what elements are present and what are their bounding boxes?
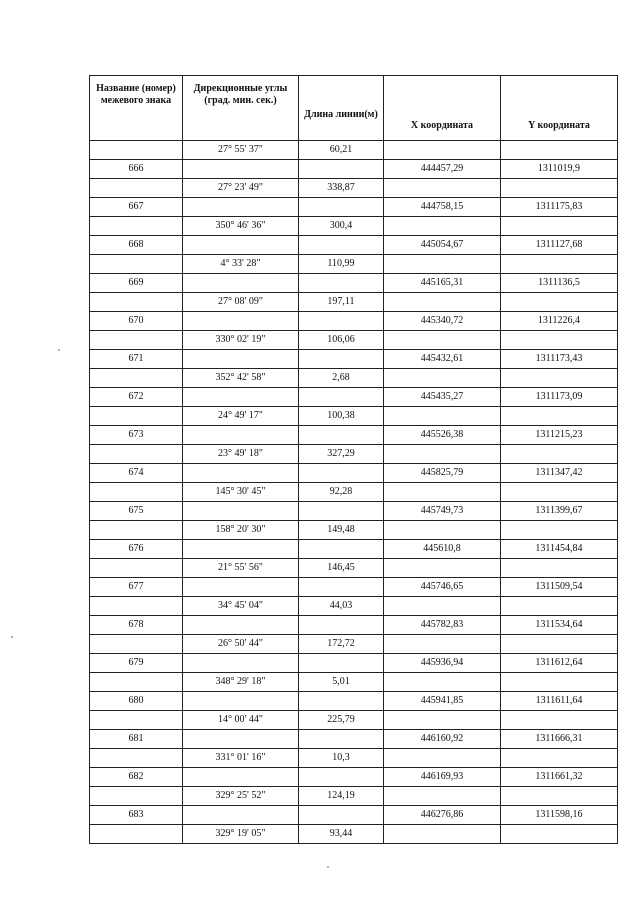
length-cell: 100,38 [299, 407, 384, 426]
y-cell: 1311509,54 [501, 578, 618, 597]
x-cell: 445435,27 [384, 388, 501, 407]
scan-speck [11, 636, 13, 638]
y-cell [501, 787, 618, 806]
length-cell: 110,99 [299, 255, 384, 274]
table-body [90, 141, 618, 844]
y-cell [501, 673, 618, 692]
length-cell [299, 654, 384, 673]
length-cell: 124,19 [299, 787, 384, 806]
angle-cell [183, 616, 299, 635]
x-cell [384, 293, 501, 312]
angle-cell: 23° 49' 18" [183, 445, 299, 464]
length-cell: 106,06 [299, 331, 384, 350]
angle-cell [183, 236, 299, 255]
length-cell [299, 350, 384, 369]
point-name-cell: 671 [90, 350, 183, 369]
angle-cell [183, 350, 299, 369]
point-row [90, 540, 618, 559]
length-cell [299, 540, 384, 559]
angle-cell [183, 768, 299, 787]
x-cell [384, 255, 501, 274]
point-row [90, 578, 618, 597]
name-cell [90, 597, 183, 616]
name-cell [90, 749, 183, 768]
name-cell [90, 141, 183, 160]
length-cell: 92,28 [299, 483, 384, 502]
angle-cell [183, 464, 299, 483]
point-row [90, 616, 618, 635]
segment-row [90, 825, 618, 844]
segment-row [90, 749, 618, 768]
segment-row [90, 559, 618, 578]
length-cell: 225,79 [299, 711, 384, 730]
name-cell [90, 787, 183, 806]
x-cell: 445936,94 [384, 654, 501, 673]
x-cell [384, 521, 501, 540]
x-cell: 445749,73 [384, 502, 501, 521]
x-cell [384, 483, 501, 502]
length-cell [299, 312, 384, 331]
length-cell: 44,03 [299, 597, 384, 616]
length-cell: 93,44 [299, 825, 384, 844]
length-cell: 197,11 [299, 293, 384, 312]
angle-cell [183, 312, 299, 331]
length-cell: 10,3 [299, 749, 384, 768]
angle-cell [183, 198, 299, 217]
header-row [90, 76, 618, 141]
angle-cell [183, 540, 299, 559]
angle-cell [183, 388, 299, 407]
point-row [90, 312, 618, 331]
y-cell [501, 407, 618, 426]
y-cell [501, 255, 618, 274]
x-cell: 445941,85 [384, 692, 501, 711]
y-cell [501, 597, 618, 616]
point-name-cell: 677 [90, 578, 183, 597]
length-cell [299, 464, 384, 483]
y-cell: 1311399,67 [501, 502, 618, 521]
angle-cell [183, 730, 299, 749]
x-cell [384, 711, 501, 730]
point-name-cell: 670 [90, 312, 183, 331]
x-cell: 445165,31 [384, 274, 501, 293]
x-cell [384, 787, 501, 806]
x-cell: 446169,93 [384, 768, 501, 787]
x-cell [384, 331, 501, 350]
length-cell [299, 692, 384, 711]
y-cell [501, 711, 618, 730]
length-cell: 146,45 [299, 559, 384, 578]
y-cell [501, 369, 618, 388]
angle-cell: 26° 50' 44" [183, 635, 299, 654]
segment-row [90, 293, 618, 312]
x-cell: 445526,38 [384, 426, 501, 445]
angle-cell [183, 502, 299, 521]
point-name-cell: 667 [90, 198, 183, 217]
point-name-cell: 669 [90, 274, 183, 293]
length-cell: 5,01 [299, 673, 384, 692]
angle-cell [183, 274, 299, 293]
segment-row [90, 255, 618, 274]
angle-cell [183, 160, 299, 179]
angle-cell [183, 654, 299, 673]
angle-cell: 21° 55' 56" [183, 559, 299, 578]
length-cell [299, 768, 384, 787]
angle-cell [183, 426, 299, 445]
point-row [90, 768, 618, 787]
name-cell [90, 711, 183, 730]
segment-row [90, 445, 618, 464]
name-cell [90, 483, 183, 502]
name-cell [90, 217, 183, 236]
point-name-cell: 678 [90, 616, 183, 635]
point-name-cell: 676 [90, 540, 183, 559]
y-cell [501, 217, 618, 236]
y-cell: 1311454,84 [501, 540, 618, 559]
name-cell [90, 369, 183, 388]
x-cell [384, 369, 501, 388]
y-cell [501, 141, 618, 160]
length-cell [299, 502, 384, 521]
length-cell [299, 198, 384, 217]
length-cell: 172,72 [299, 635, 384, 654]
point-name-cell: 682 [90, 768, 183, 787]
y-cell: 1311598,16 [501, 806, 618, 825]
segment-row [90, 141, 618, 160]
segment-row [90, 521, 618, 540]
segment-row [90, 787, 618, 806]
segment-row [90, 179, 618, 198]
length-cell [299, 160, 384, 179]
name-cell [90, 407, 183, 426]
point-name-cell: 673 [90, 426, 183, 445]
point-name-cell: 672 [90, 388, 183, 407]
length-cell [299, 616, 384, 635]
y-cell: 1311175,83 [501, 198, 618, 217]
length-cell [299, 388, 384, 407]
point-row [90, 274, 618, 293]
y-cell: 1311226,4 [501, 312, 618, 331]
angle-cell: 27° 55' 37" [183, 141, 299, 160]
angle-cell: 348° 29' 18" [183, 673, 299, 692]
x-cell [384, 407, 501, 426]
x-cell [384, 559, 501, 578]
angle-cell: 27° 23' 49" [183, 179, 299, 198]
header-length: Длина линии(м) [299, 76, 384, 141]
segment-row [90, 673, 618, 692]
angle-cell: 145° 30' 45" [183, 483, 299, 502]
length-cell: 60,21 [299, 141, 384, 160]
point-name-cell: 675 [90, 502, 183, 521]
angle-cell: 24° 49' 17" [183, 407, 299, 426]
point-row [90, 426, 618, 445]
y-cell: 1311173,09 [501, 388, 618, 407]
x-cell: 445054,67 [384, 236, 501, 255]
name-cell [90, 559, 183, 578]
point-row [90, 236, 618, 255]
header-angle: Дирекционные углы (град. мин. сек.) [183, 76, 299, 141]
x-cell: 445746,65 [384, 578, 501, 597]
x-cell [384, 825, 501, 844]
segment-row [90, 331, 618, 350]
angle-cell [183, 806, 299, 825]
point-row [90, 160, 618, 179]
y-cell: 1311173,43 [501, 350, 618, 369]
angle-cell [183, 692, 299, 711]
y-cell: 1311534,64 [501, 616, 618, 635]
point-row [90, 198, 618, 217]
segment-row [90, 635, 618, 654]
y-cell [501, 179, 618, 198]
angle-cell: 350° 46' 36" [183, 217, 299, 236]
y-cell [501, 445, 618, 464]
x-cell: 445825,79 [384, 464, 501, 483]
x-cell [384, 141, 501, 160]
x-cell: 445782,83 [384, 616, 501, 635]
x-cell: 444457,29 [384, 160, 501, 179]
segment-row [90, 407, 618, 426]
point-name-cell: 674 [90, 464, 183, 483]
point-name-cell: 666 [90, 160, 183, 179]
x-cell: 444758,15 [384, 198, 501, 217]
point-name-cell: 681 [90, 730, 183, 749]
x-cell: 445340,72 [384, 312, 501, 331]
point-name-cell: 679 [90, 654, 183, 673]
name-cell [90, 179, 183, 198]
angle-cell: 158° 20' 30" [183, 521, 299, 540]
segment-row [90, 369, 618, 388]
x-cell: 445610,8 [384, 540, 501, 559]
point-row [90, 692, 618, 711]
y-cell [501, 293, 618, 312]
y-cell: 1311136,5 [501, 274, 618, 293]
angle-cell: 352° 42' 58" [183, 369, 299, 388]
x-cell: 445432,61 [384, 350, 501, 369]
y-cell: 1311666,31 [501, 730, 618, 749]
scan-speck [58, 349, 60, 351]
length-cell: 327,29 [299, 445, 384, 464]
segment-row [90, 711, 618, 730]
x-cell [384, 749, 501, 768]
y-cell: 1311347,42 [501, 464, 618, 483]
angle-cell: 331° 01' 16" [183, 749, 299, 768]
coordinates-table [89, 75, 618, 844]
angle-cell [183, 578, 299, 597]
y-cell [501, 749, 618, 768]
length-cell [299, 578, 384, 597]
angle-cell: 27° 08' 09" [183, 293, 299, 312]
y-cell: 1311612,64 [501, 654, 618, 673]
y-cell [501, 331, 618, 350]
header-name: Название (номер) межевого знака [90, 76, 183, 141]
angle-cell: 14° 00' 44" [183, 711, 299, 730]
length-cell [299, 236, 384, 255]
x-cell: 446160,92 [384, 730, 501, 749]
length-cell [299, 274, 384, 293]
x-cell [384, 179, 501, 198]
point-row [90, 806, 618, 825]
y-cell [501, 635, 618, 654]
x-cell [384, 635, 501, 654]
point-row [90, 502, 618, 521]
length-cell [299, 806, 384, 825]
length-cell: 149,48 [299, 521, 384, 540]
header-x: X координата [384, 76, 501, 141]
y-cell: 1311661,32 [501, 768, 618, 787]
angle-cell: 4° 33' 28" [183, 255, 299, 274]
y-cell [501, 483, 618, 502]
y-cell [501, 521, 618, 540]
name-cell [90, 445, 183, 464]
angle-cell: 329° 25' 52" [183, 787, 299, 806]
name-cell [90, 673, 183, 692]
point-name-cell: 668 [90, 236, 183, 255]
y-cell [501, 559, 618, 578]
x-cell [384, 445, 501, 464]
point-row [90, 388, 618, 407]
length-cell [299, 426, 384, 445]
x-cell: 446276,86 [384, 806, 501, 825]
angle-cell: 329° 19' 05" [183, 825, 299, 844]
y-cell: 1311127,68 [501, 236, 618, 255]
point-name-cell: 683 [90, 806, 183, 825]
y-cell [501, 825, 618, 844]
y-cell: 1311019,9 [501, 160, 618, 179]
name-cell [90, 521, 183, 540]
name-cell [90, 293, 183, 312]
length-cell: 300,4 [299, 217, 384, 236]
header-y: Y координата [501, 76, 618, 141]
segment-row [90, 597, 618, 616]
name-cell [90, 635, 183, 654]
angle-cell: 330° 02' 19" [183, 331, 299, 350]
segment-row [90, 483, 618, 502]
y-cell: 1311215,23 [501, 426, 618, 445]
point-row [90, 464, 618, 483]
y-cell: 1311611,64 [501, 692, 618, 711]
length-cell [299, 730, 384, 749]
name-cell [90, 825, 183, 844]
name-cell [90, 255, 183, 274]
point-name-cell: 680 [90, 692, 183, 711]
point-row [90, 654, 618, 673]
point-row [90, 730, 618, 749]
point-row [90, 350, 618, 369]
angle-cell: 34° 45' 04" [183, 597, 299, 616]
x-cell [384, 217, 501, 236]
x-cell [384, 673, 501, 692]
segment-row [90, 217, 618, 236]
length-cell: 338,87 [299, 179, 384, 198]
x-cell [384, 597, 501, 616]
length-cell: 2,68 [299, 369, 384, 388]
name-cell [90, 331, 183, 350]
scan-speck [327, 866, 329, 868]
